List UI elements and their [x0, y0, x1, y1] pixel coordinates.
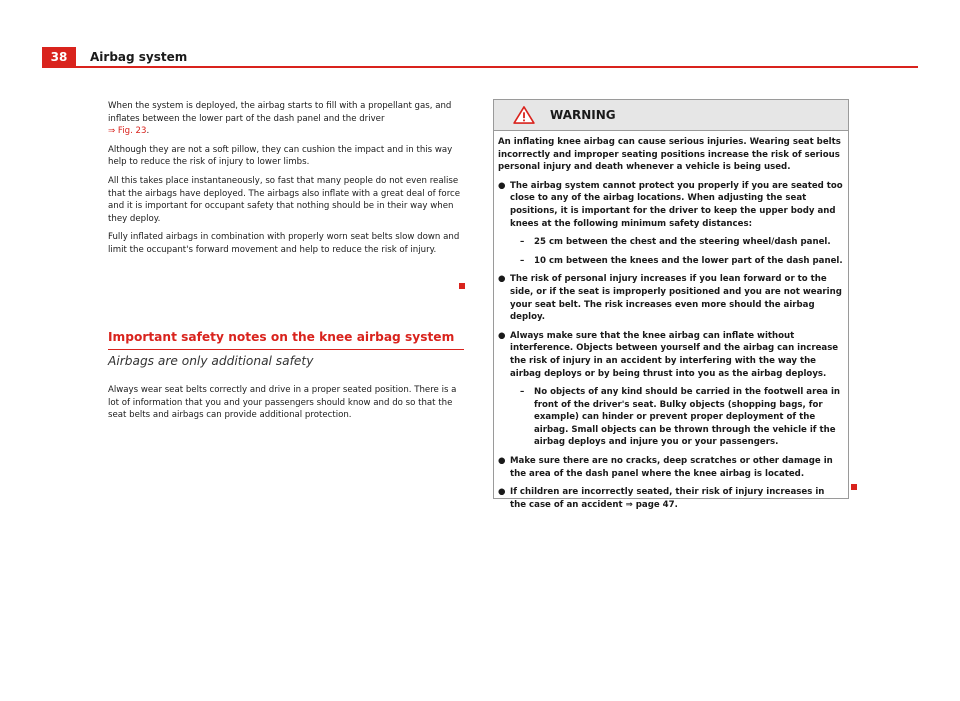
paragraph-deploy [108, 100, 468, 138]
bullet-text: The airbag system cannot protect you properly if you are seated too close to any of the airbag locations. When adjusting the seat positions, it is important for the driver to keep the upper body and knees at the following minimum safety distances: [510, 180, 843, 229]
page-header-title: Airbag system [90, 50, 188, 64]
warning-bullet [498, 455, 843, 480]
warning-title: WARNING [550, 108, 616, 122]
sub-item-text: 25 cm between the chest and the steering wheel/dash panel. [534, 237, 831, 248]
warning-bullet [498, 486, 843, 511]
bullet-dot: ● [498, 274, 506, 285]
bullet-dot: ● [498, 180, 506, 191]
paragraph-deploy-end: . [146, 126, 150, 137]
warning-sub-item [498, 386, 843, 449]
bullet-text [510, 486, 843, 511]
paragraph-deploy-text: When the system is deployed, the airbag starts to fill with a propellant gas, and inflates between the lower part of the dash panel and the driver [108, 101, 452, 124]
warning-intro: An inflating knee airbag can cause serious injuries. Wearing seat belts incorrectly and improper seating positions increase the risk of serious personal injury and death whenever a vehicle is being used. [498, 137, 841, 173]
paragraph-instant: All this takes place instantaneously, so fast that many people do not even realise that the airbags have deployed. The airbags also inflate with a great deal of force and it is important for occupant safety that nothing should be in their way when they deploy. [108, 175, 461, 224]
warning-bullet [498, 180, 843, 230]
paragraph-cushion: Although they are not a soft pillow, they can cushion the impact and in this way help to reduce the risk of injury to lower limbs. [108, 144, 453, 168]
bullet-text: Make sure there are no cracks, deep scratches or other damage in the area of the dash panel where the knee airbag is located. [510, 456, 833, 479]
warning-bullet [498, 273, 843, 323]
bullet-text: The risk of personal injury increases if you lean forward or to the side, or if the seat is improperly positioned and you are not wearing your seat belt. The risk increases even more should the airbag deploy. [510, 274, 842, 323]
dash-marker: – [520, 255, 525, 266]
fig-23-link[interactable]: ⇒ Fig. 23 [108, 126, 147, 137]
section-heading: Important safety notes on the knee airbag system [108, 330, 464, 350]
sub-item-text: No objects of any kind should be carried in the footwell area in front of the driver's seat. Bulky objects (shopping bags, for example) can hinder or prevent proper deployment of the airbag. Small objects can be thrown through the vehicle if the airbag deploys and injure you or your passengers. [534, 387, 841, 448]
dash-marker: – [520, 237, 525, 248]
page-47-link[interactable]: ⇒ page 47. [625, 499, 678, 510]
warning-triangle-icon [512, 106, 536, 124]
bullet-dot: ● [498, 487, 506, 498]
warning-sub-item [498, 236, 843, 249]
warning-box [493, 99, 849, 510]
section-end-marker [459, 283, 465, 289]
warning-body [494, 131, 848, 511]
left-column [108, 100, 468, 263]
warning-sub-item [498, 255, 843, 268]
paragraph-seat-belts: Always wear seat belts correctly and drive in a proper seated position. There is a lot of information that you and your passengers should know and do so that the seat belts and airbags can provide additional protection. [108, 385, 457, 421]
header-rule [42, 66, 918, 68]
bullet-dot: ● [498, 456, 506, 467]
bullet-text-main: If children are incorrectly seated, their risk of injury increases in the case of an accident [510, 487, 825, 510]
sub-item-text: 10 cm between the knees and the lower part of the dash panel. [534, 255, 843, 266]
bullet-dot: ● [498, 330, 506, 341]
warning-end-marker [851, 484, 857, 490]
page-number: 38 [42, 47, 76, 68]
subheading: Airbags are only additional safety [108, 354, 314, 368]
bullet-text: Always make sure that the knee airbag can inflate without interference. Objects between yourself and the airbag can increase the risk of injury in an accident by interfering with the way the airbag deploys or by being thrust into you as the airbag deploys. [510, 330, 839, 379]
paragraph-inflated: Fully inflated airbags in combination with properly worn seat belts slow down and limit the occupant's forward movement and help to reduce the risk of injury. [108, 232, 460, 255]
warning-bullet [498, 330, 843, 380]
warning-header [494, 100, 848, 131]
dash-marker: – [520, 387, 525, 398]
